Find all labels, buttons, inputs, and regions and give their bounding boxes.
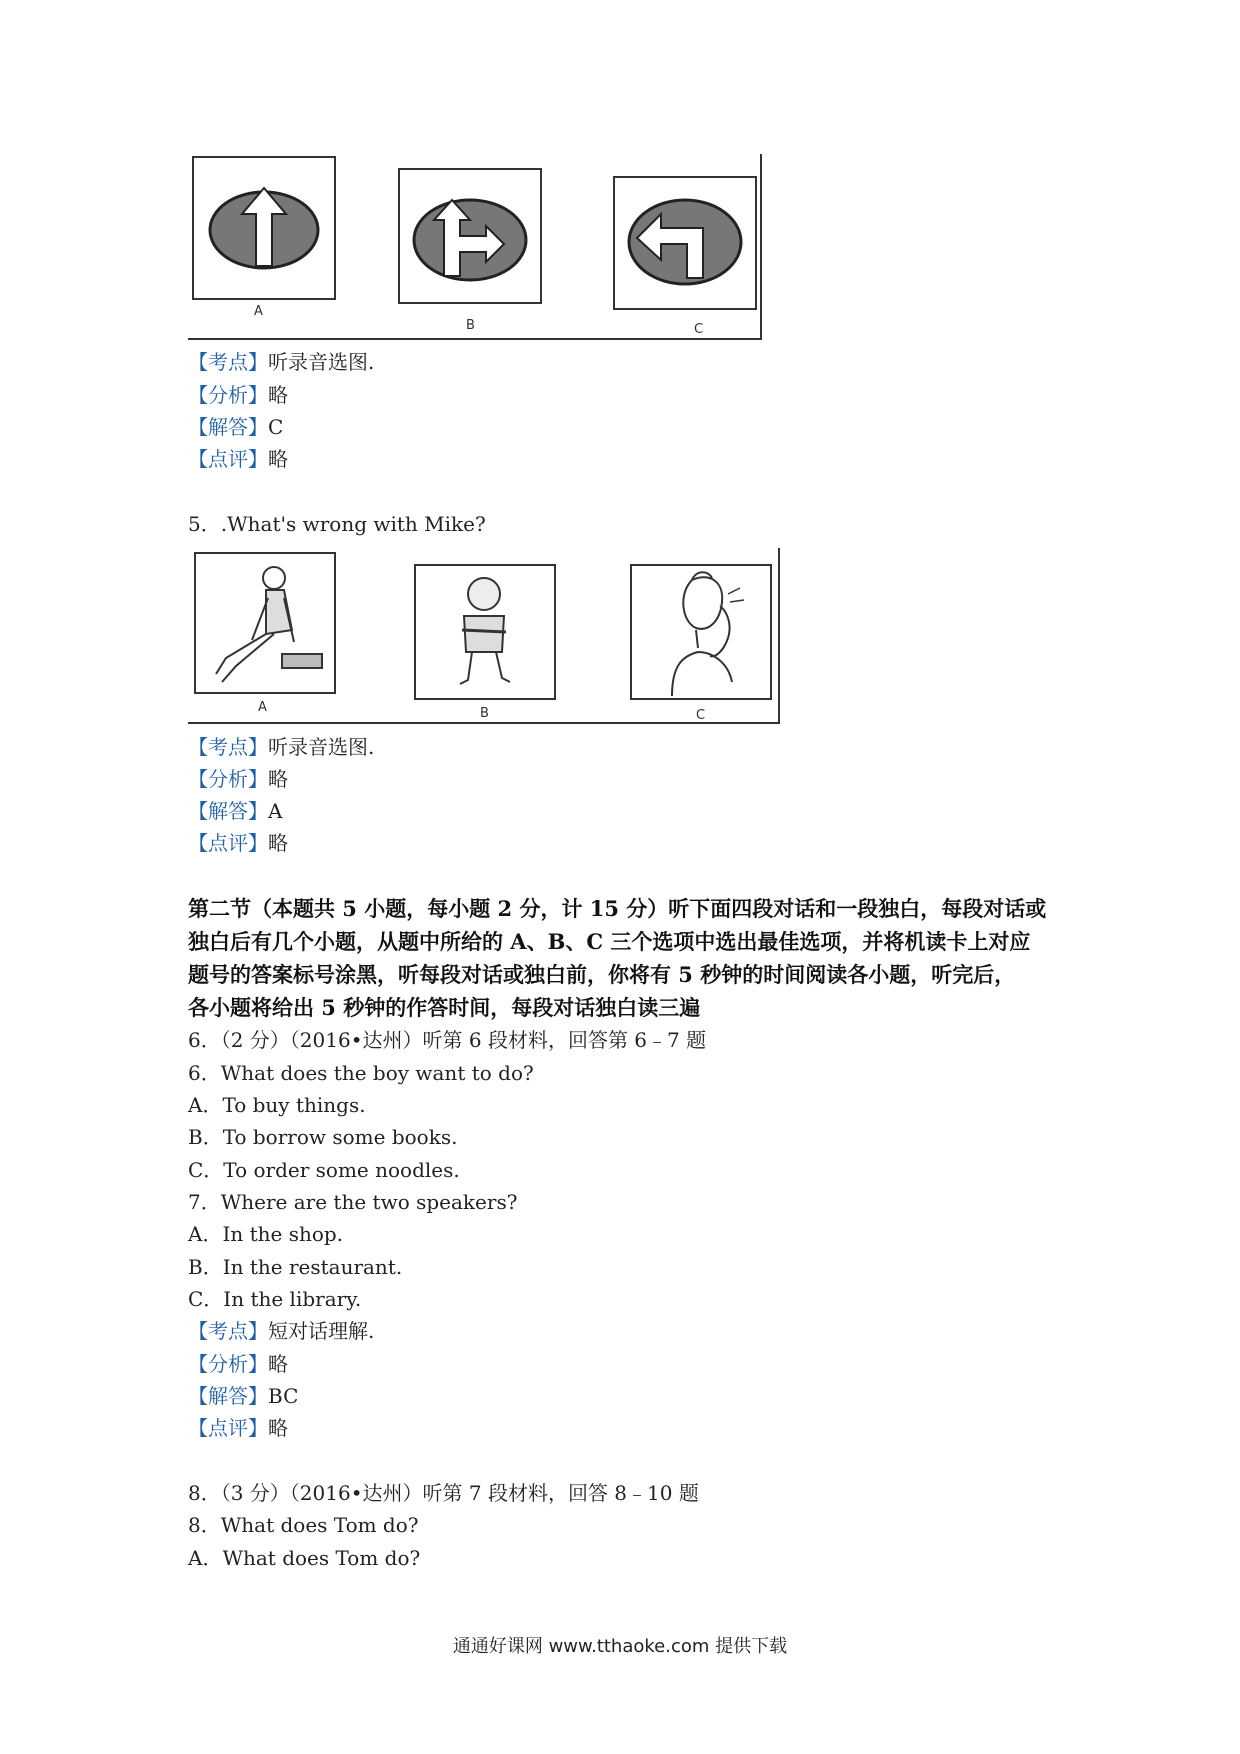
sign-panel-a — [192, 156, 336, 300]
straight-arrow-sign-icon — [194, 158, 334, 298]
sitting-person-holding-leg-icon — [196, 554, 334, 692]
boy-holding-stomach-icon — [416, 566, 554, 698]
question-7-option-b: B．In the restaurant. — [188, 1255, 403, 1279]
analysis-dianping: 【点评】略 — [188, 831, 288, 855]
sign-panel-b — [398, 168, 542, 304]
question-7: 7．Where are the two speakers? — [188, 1190, 518, 1214]
question-6-option-a: A．To buy things. — [188, 1093, 366, 1117]
analysis-jieda: 【解答】A — [188, 799, 283, 823]
person-holding-face-icon — [632, 566, 770, 698]
analysis-dianping: 【点评】略 — [188, 447, 288, 471]
section2-line-3: 题号的答案标号涂黑，听每段对话或独白前，你将有 5 秒钟的时间阅读各小题，听完后， — [188, 962, 1016, 987]
picture-panel-b — [414, 564, 556, 700]
analysis-jieda: 【解答】C — [188, 415, 284, 439]
question-8-header: 8．（3 分）（2016•达州）听第 7 段材料，回答 8﹣10 题 — [188, 1481, 699, 1505]
figure-traffic-signs — [188, 154, 762, 340]
question-5: 5．.What's wrong with Mike? — [188, 512, 486, 536]
question-7-option-c: C．In the library. — [188, 1287, 362, 1311]
section2-line-4: 各小题将给出 5 秒钟的作答时间，每段对话独白读三遍 — [188, 995, 701, 1020]
figure-health-pictures — [188, 548, 780, 724]
caption-b: B — [480, 706, 489, 721]
left-turn-arrow-sign-icon — [615, 178, 755, 308]
caption-c: C — [696, 708, 706, 723]
picture-panel-a — [194, 552, 336, 694]
caption-b: B — [466, 318, 475, 333]
section2-line-1: 第二节（本题共 5 小题，每小题 2 分，计 15 分）听下面四段对话和一段独白，每段对话或 — [188, 896, 1047, 921]
analysis-kaodian: 【考点】听录音选图. — [188, 350, 375, 374]
section2-line-2: 独白后有几个小题，从题中所给的 A、B、C 三个选项中选出最佳选项，并将机读卡上对应 — [188, 929, 1031, 954]
sign-panel-c — [613, 176, 757, 310]
picture-panel-c — [630, 564, 772, 700]
question-6-option-c: C．To order some noodles. — [188, 1158, 460, 1182]
question-8: 8．What does Tom do? — [188, 1513, 419, 1537]
caption-a: A — [258, 700, 267, 715]
analysis-kaodian: 【考点】短对话理解. — [188, 1319, 375, 1343]
question-7-option-a: A．In the shop. — [188, 1222, 344, 1246]
caption-a: A — [254, 304, 263, 319]
analysis-kaodian: 【考点】听录音选图. — [188, 735, 375, 759]
straight-or-right-arrow-sign-icon — [400, 170, 540, 302]
analysis-jieda: 【解答】BC — [188, 1384, 299, 1408]
analysis-fenxi: 【分析】略 — [188, 1352, 288, 1376]
analysis-fenxi: 【分析】略 — [188, 383, 288, 407]
question-6: 6．What does the boy want to do? — [188, 1061, 534, 1085]
analysis-fenxi: 【分析】略 — [188, 767, 288, 791]
question-6-7-header: 6．（2 分）（2016•达州）听第 6 段材料，回答第 6﹣7 题 — [188, 1028, 707, 1052]
analysis-dianping: 【点评】略 — [188, 1416, 288, 1440]
caption-c: C — [694, 322, 704, 337]
question-8-option-a: A．What does Tom do? — [188, 1546, 421, 1570]
question-6-option-b: B．To borrow some books. — [188, 1125, 458, 1149]
page-footer: 通通好课网 www.tthaoke.com 提供下载 — [452, 1636, 788, 1657]
